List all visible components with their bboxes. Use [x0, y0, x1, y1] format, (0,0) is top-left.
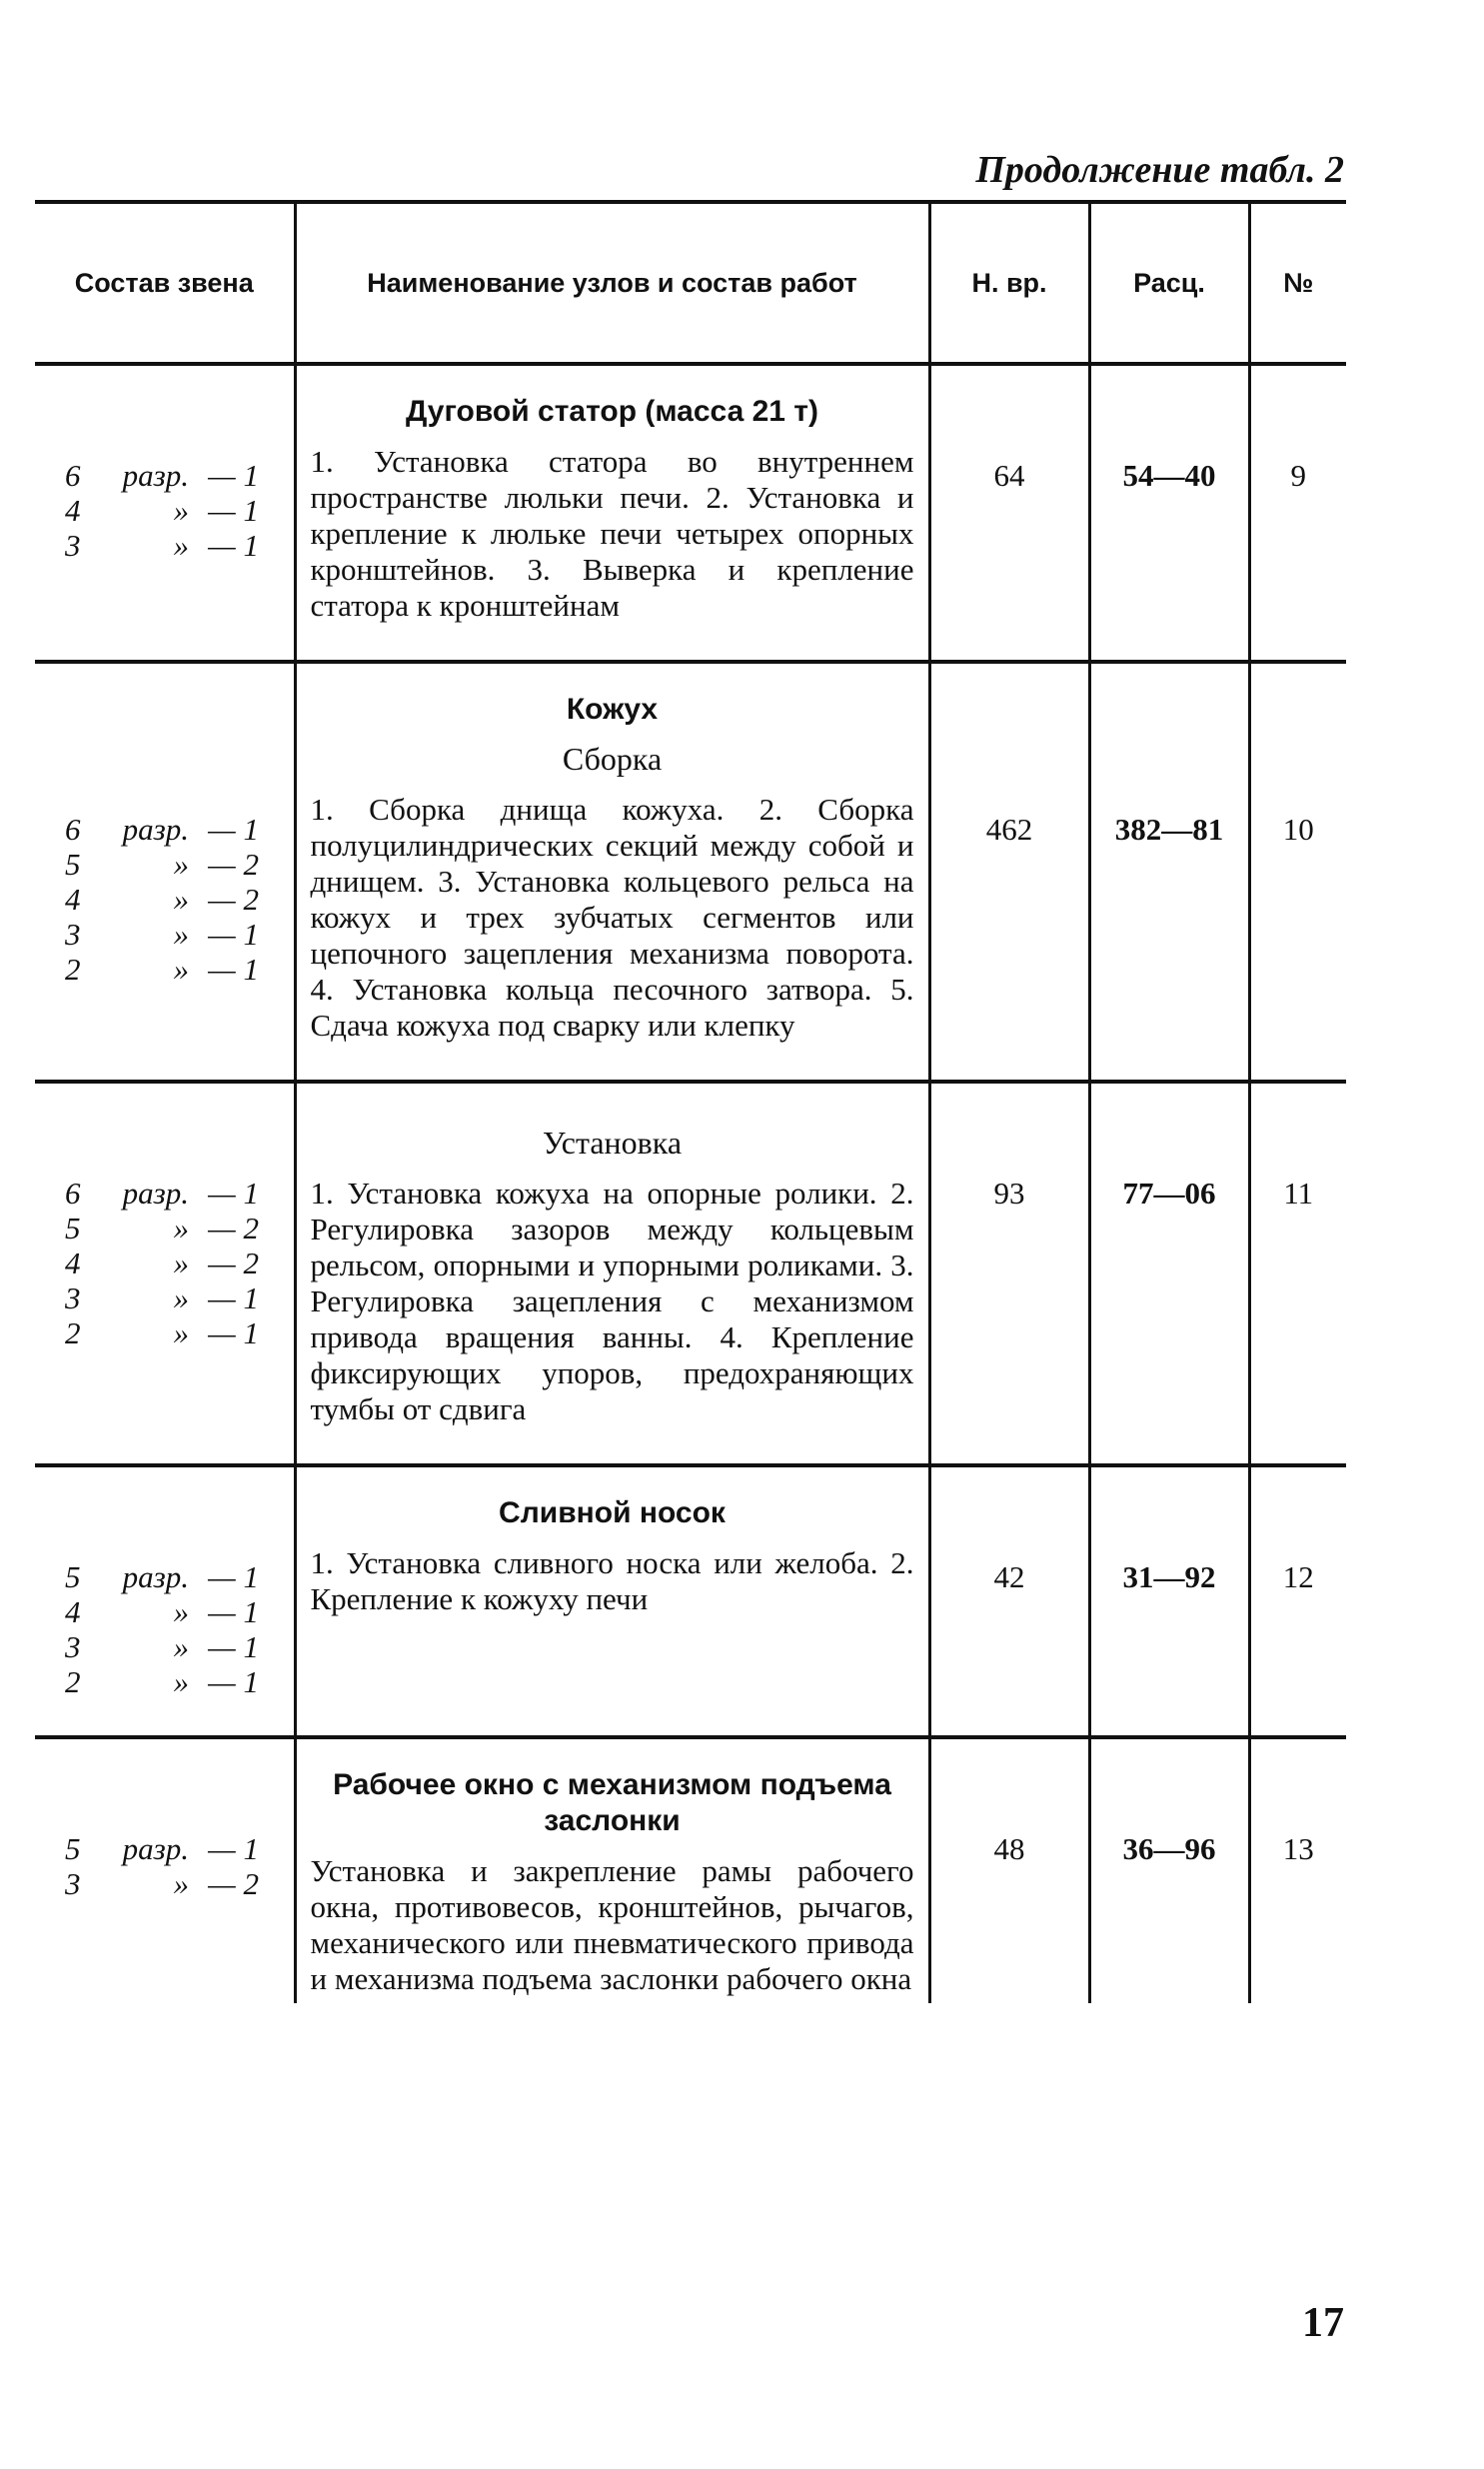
crew-line	[65, 528, 280, 563]
works-description: 1. Установка кожуха на опорные ролики. 2. Регулировка зазоров между кольцевым рельсом, опорными и упорными роликами. 3. Регулировка зацепления с механизмом привода вращения ванны. 4. Крепление фиксирующих упоров, предохраняющих тумбы от сдвига	[310, 1176, 914, 1426]
crew-grade: 4	[65, 1245, 81, 1280]
crew-count: — 1	[208, 1315, 259, 1350]
crew-count: — 1	[208, 458, 259, 493]
crew-grade: 4	[65, 1594, 81, 1629]
crew-grade: 3	[65, 1629, 81, 1664]
section-title: Рабочее окно с механизмом подъема заслонки	[333, 1768, 891, 1837]
crew-line	[65, 882, 280, 917]
norm-time-cell: 93	[929, 1082, 1089, 1465]
crew-mark: разр.	[122, 1831, 189, 1866]
crew-mark: »	[173, 528, 189, 563]
table-row	[35, 1082, 1346, 1465]
crew-mark: »	[173, 1629, 189, 1664]
column-header-works: Наименование узлов и состав работ	[295, 202, 929, 364]
column-header-crew: Состав звена	[35, 202, 295, 364]
crew-line	[65, 1629, 280, 1664]
table-header-row	[35, 202, 1346, 364]
crew-mark: »	[173, 847, 189, 882]
crew-count: — 1	[208, 493, 259, 528]
crew-line	[65, 847, 280, 882]
crew-grade: 5	[65, 847, 81, 882]
table-row	[35, 662, 1346, 1082]
crew-cell	[35, 1082, 295, 1465]
crew-mark: разр.	[122, 1559, 189, 1594]
item-number-cell: 9	[1249, 364, 1346, 662]
item-number-cell: 13	[1249, 1737, 1346, 2003]
rate-cell: 36—96	[1089, 1737, 1249, 2003]
crew-cell	[35, 1737, 295, 2003]
works-cell	[295, 1737, 929, 2003]
crew-count: — 2	[208, 847, 259, 882]
page-number: 17	[1302, 2300, 1344, 2346]
crew-count: — 1	[208, 528, 259, 563]
subsection-title: Установка	[542, 1125, 683, 1161]
crew-line	[65, 1594, 280, 1629]
crew-grade: 4	[65, 493, 81, 528]
crew-mark: »	[173, 952, 189, 987]
section-title: Кожух	[566, 693, 659, 726]
crew-mark: разр.	[122, 458, 189, 493]
table-row	[35, 1465, 1346, 1737]
crew-grade: 5	[65, 1831, 81, 1866]
crew-grade: 4	[65, 882, 81, 917]
crew-count: — 2	[208, 1866, 259, 1901]
crew-count: — 1	[208, 1176, 259, 1211]
crew-cell	[35, 662, 295, 1082]
crew-mark: »	[173, 1280, 189, 1315]
works-cell	[295, 662, 929, 1082]
crew-count: — 1	[208, 1629, 259, 1664]
item-number-cell: 10	[1249, 662, 1346, 1082]
subsection-title: Сборка	[562, 741, 663, 777]
works-description: 1. Установка статора во внутреннем пространстве люльки печи. 2. Установка и крепление к люльке печи четырех опорных кронштейнов. 3. Выверка и крепление статора к кронштейнам	[310, 444, 914, 623]
crew-count: — 2	[208, 1211, 259, 1245]
table-row	[35, 364, 1346, 662]
works-description: 1. Сборка днища кожуха. 2. Сборка полуцилиндрических секций между собой и днищем. 3. Установка кольцевого рельса на кожух и трех зубчатых сегментов или цепочного зацепления механизма поворота. 4. Установка кольца песочного затвора. 5. Сдача кожуха под сварку или клепку	[310, 792, 914, 1043]
rate-cell: 382—81	[1089, 662, 1249, 1082]
crew-count: — 2	[208, 882, 259, 917]
crew-mark: разр.	[122, 812, 189, 847]
rate-cell: 31—92	[1089, 1465, 1249, 1737]
table-body	[35, 364, 1346, 2003]
crew-count: — 1	[208, 1594, 259, 1629]
crew-grade: 6	[65, 1176, 81, 1211]
crew-cell	[35, 1465, 295, 1737]
crew-mark: »	[173, 1245, 189, 1280]
works-cell	[295, 364, 929, 662]
crew-count: — 1	[208, 1664, 259, 1699]
column-header-norm-time: Н. вр.	[929, 202, 1089, 364]
crew-count: — 1	[208, 1831, 259, 1866]
rate-cell: 54—40	[1089, 364, 1249, 662]
crew-line	[65, 1211, 280, 1245]
crew-line	[65, 917, 280, 952]
crew-mark: »	[173, 1594, 189, 1629]
table-row	[35, 1737, 1346, 2003]
crew-count: — 1	[208, 812, 259, 847]
crew-grade: 3	[65, 1280, 81, 1315]
crew-grade: 6	[65, 458, 81, 493]
crew-grade: 3	[65, 1866, 81, 1901]
column-header-number: №	[1249, 202, 1346, 364]
crew-mark: »	[173, 917, 189, 952]
crew-line	[65, 1315, 280, 1350]
works-description: Установка и закрепление рамы рабочего окна, противовесов, кронштейнов, рычагов, механического или пневматического привода и механизма подъема заслонки рабочего окна	[310, 1853, 914, 1996]
crew-line	[65, 1245, 280, 1280]
crew-grade: 3	[65, 917, 81, 952]
crew-mark: »	[173, 1315, 189, 1350]
crew-line	[65, 1559, 280, 1594]
crew-line	[65, 458, 280, 493]
crew-line	[65, 1280, 280, 1315]
crew-grade: 2	[65, 1315, 81, 1350]
crew-count: — 1	[208, 917, 259, 952]
crew-count: — 1	[208, 1559, 259, 1594]
section-title: Дуговой статор (масса 21 т)	[406, 395, 818, 428]
table-continuation-caption: Продолжение табл. 2	[975, 149, 1344, 191]
crew-line	[65, 1176, 280, 1211]
crew-mark: »	[173, 1211, 189, 1245]
crew-line	[65, 1866, 280, 1901]
crew-cell	[35, 364, 295, 662]
norm-time-cell: 48	[929, 1737, 1089, 2003]
norm-time-cell: 462	[929, 662, 1089, 1082]
item-number-cell: 11	[1249, 1082, 1346, 1465]
crew-grade: 3	[65, 528, 81, 563]
crew-grade: 5	[65, 1211, 81, 1245]
column-header-rate: Расц.	[1089, 202, 1249, 364]
crew-count: — 1	[208, 952, 259, 987]
item-number-cell: 12	[1249, 1465, 1346, 1737]
crew-mark: »	[173, 1866, 189, 1901]
crew-line	[65, 493, 280, 528]
crew-line	[65, 812, 280, 847]
crew-count: — 1	[208, 1280, 259, 1315]
crew-line	[65, 1831, 280, 1866]
works-cell	[295, 1465, 929, 1737]
crew-grade: 2	[65, 952, 81, 987]
crew-count: — 2	[208, 1245, 259, 1280]
works-cell	[295, 1082, 929, 1465]
works-description: 1. Установка сливного носка или желоба. 2. Крепление к кожуху печи	[310, 1545, 914, 1616]
crew-grade: 2	[65, 1664, 81, 1699]
crew-mark: разр.	[122, 1176, 189, 1211]
section-title: Сливной носок	[499, 1496, 726, 1529]
crew-mark: »	[173, 1664, 189, 1699]
work-norms-table	[35, 200, 1346, 2003]
crew-mark: »	[173, 493, 189, 528]
crew-grade: 5	[65, 1559, 81, 1594]
rate-cell: 77—06	[1089, 1082, 1249, 1465]
crew-line	[65, 1664, 280, 1699]
norm-time-cell: 64	[929, 364, 1089, 662]
crew-grade: 6	[65, 812, 81, 847]
crew-line	[65, 952, 280, 987]
norm-time-cell: 42	[929, 1465, 1089, 1737]
crew-mark: »	[173, 882, 189, 917]
